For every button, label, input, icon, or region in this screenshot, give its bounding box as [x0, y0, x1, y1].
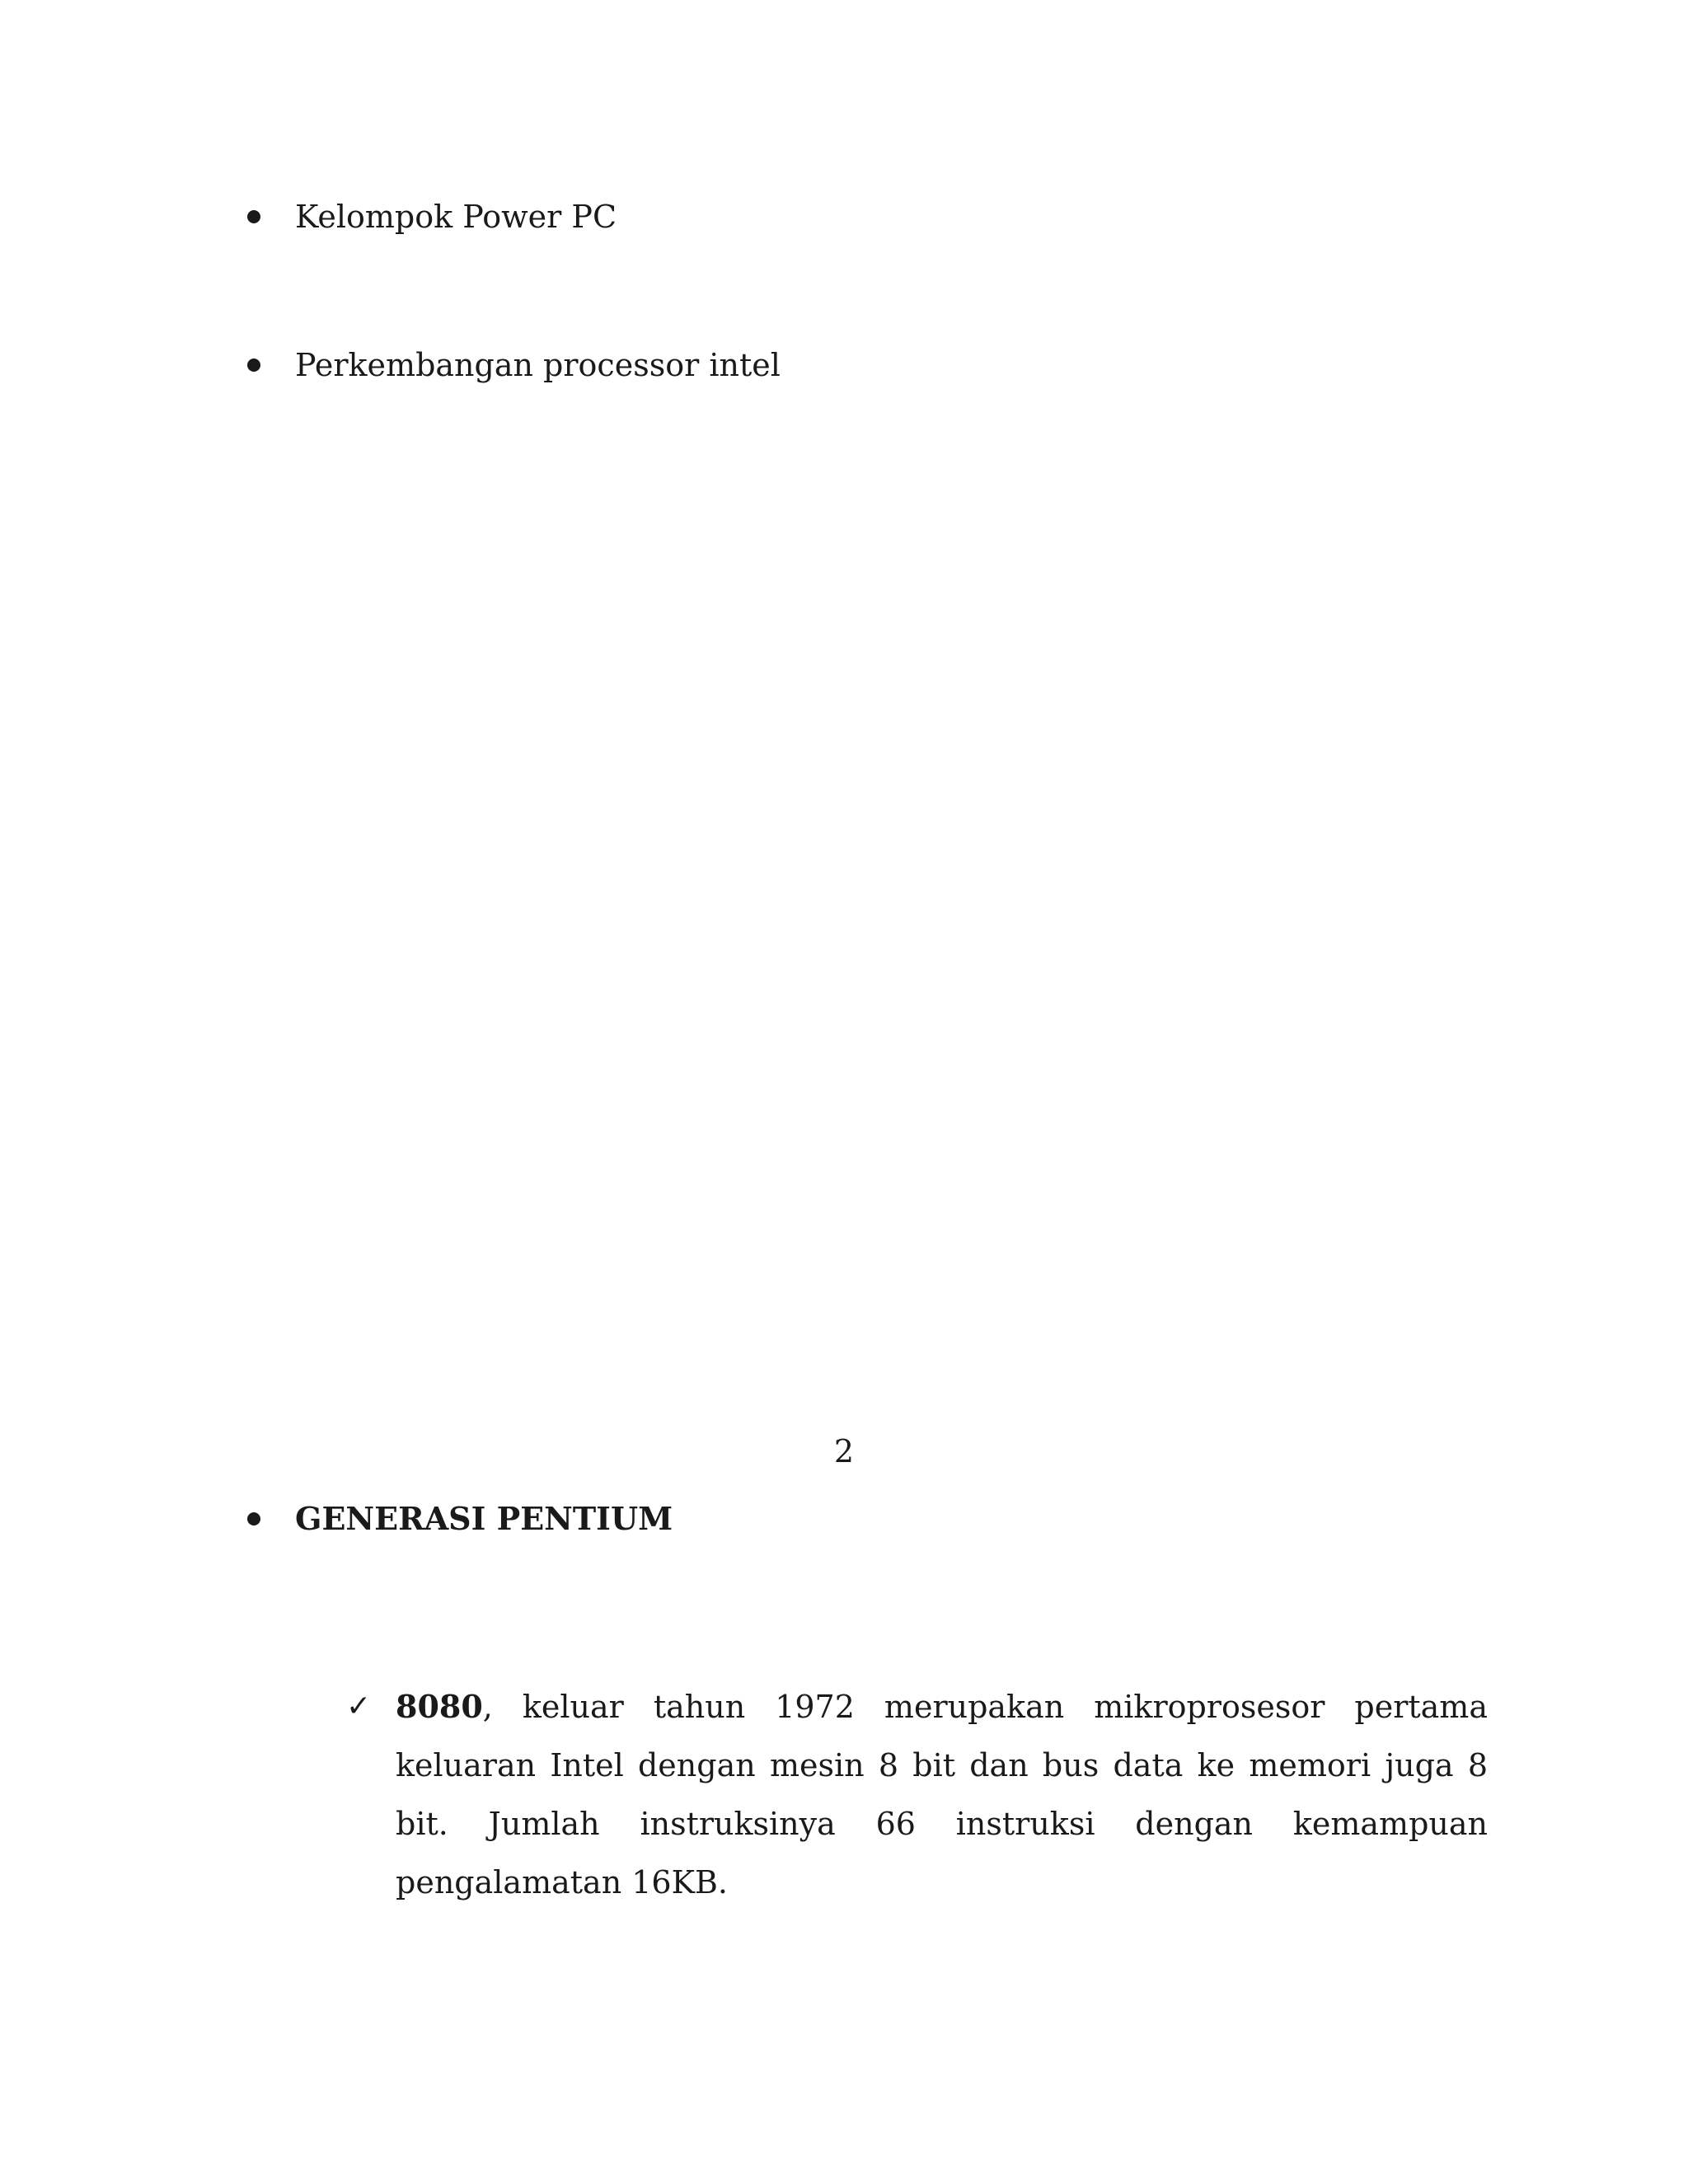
bullet-text: Perkembangan processor intel [295, 347, 781, 383]
check-list-item-8080 [346, 1677, 1488, 1912]
processor-name: 8080 [396, 1688, 483, 1725]
bullet-item-generasi-pentium [247, 1500, 673, 1537]
bullet-icon [247, 210, 260, 223]
bullet-icon [247, 359, 260, 372]
bullet-icon [247, 1512, 260, 1526]
bullet-item-processor-intel [247, 349, 781, 381]
section-heading: GENERASI PENTIUM [295, 1500, 673, 1537]
check-item-paragraph [396, 1677, 1488, 1912]
bullet-item-power-pc [247, 199, 617, 235]
bullet-text: Kelompok Power PC [295, 199, 617, 235]
processor-description: , keluar tahun 1972 merupakan mikroprosesor pertama keluaran Intel dengan mesin 8 bit dan bus data ke memori juga 8 bit. Jumlah instruksinya 66 instruksi dengan kemampuan pengalamatan 16KB. [396, 1689, 1488, 1900]
page-number: 2 [833, 1433, 855, 1469]
checkmark-icon: ✓ [346, 1690, 372, 1723]
